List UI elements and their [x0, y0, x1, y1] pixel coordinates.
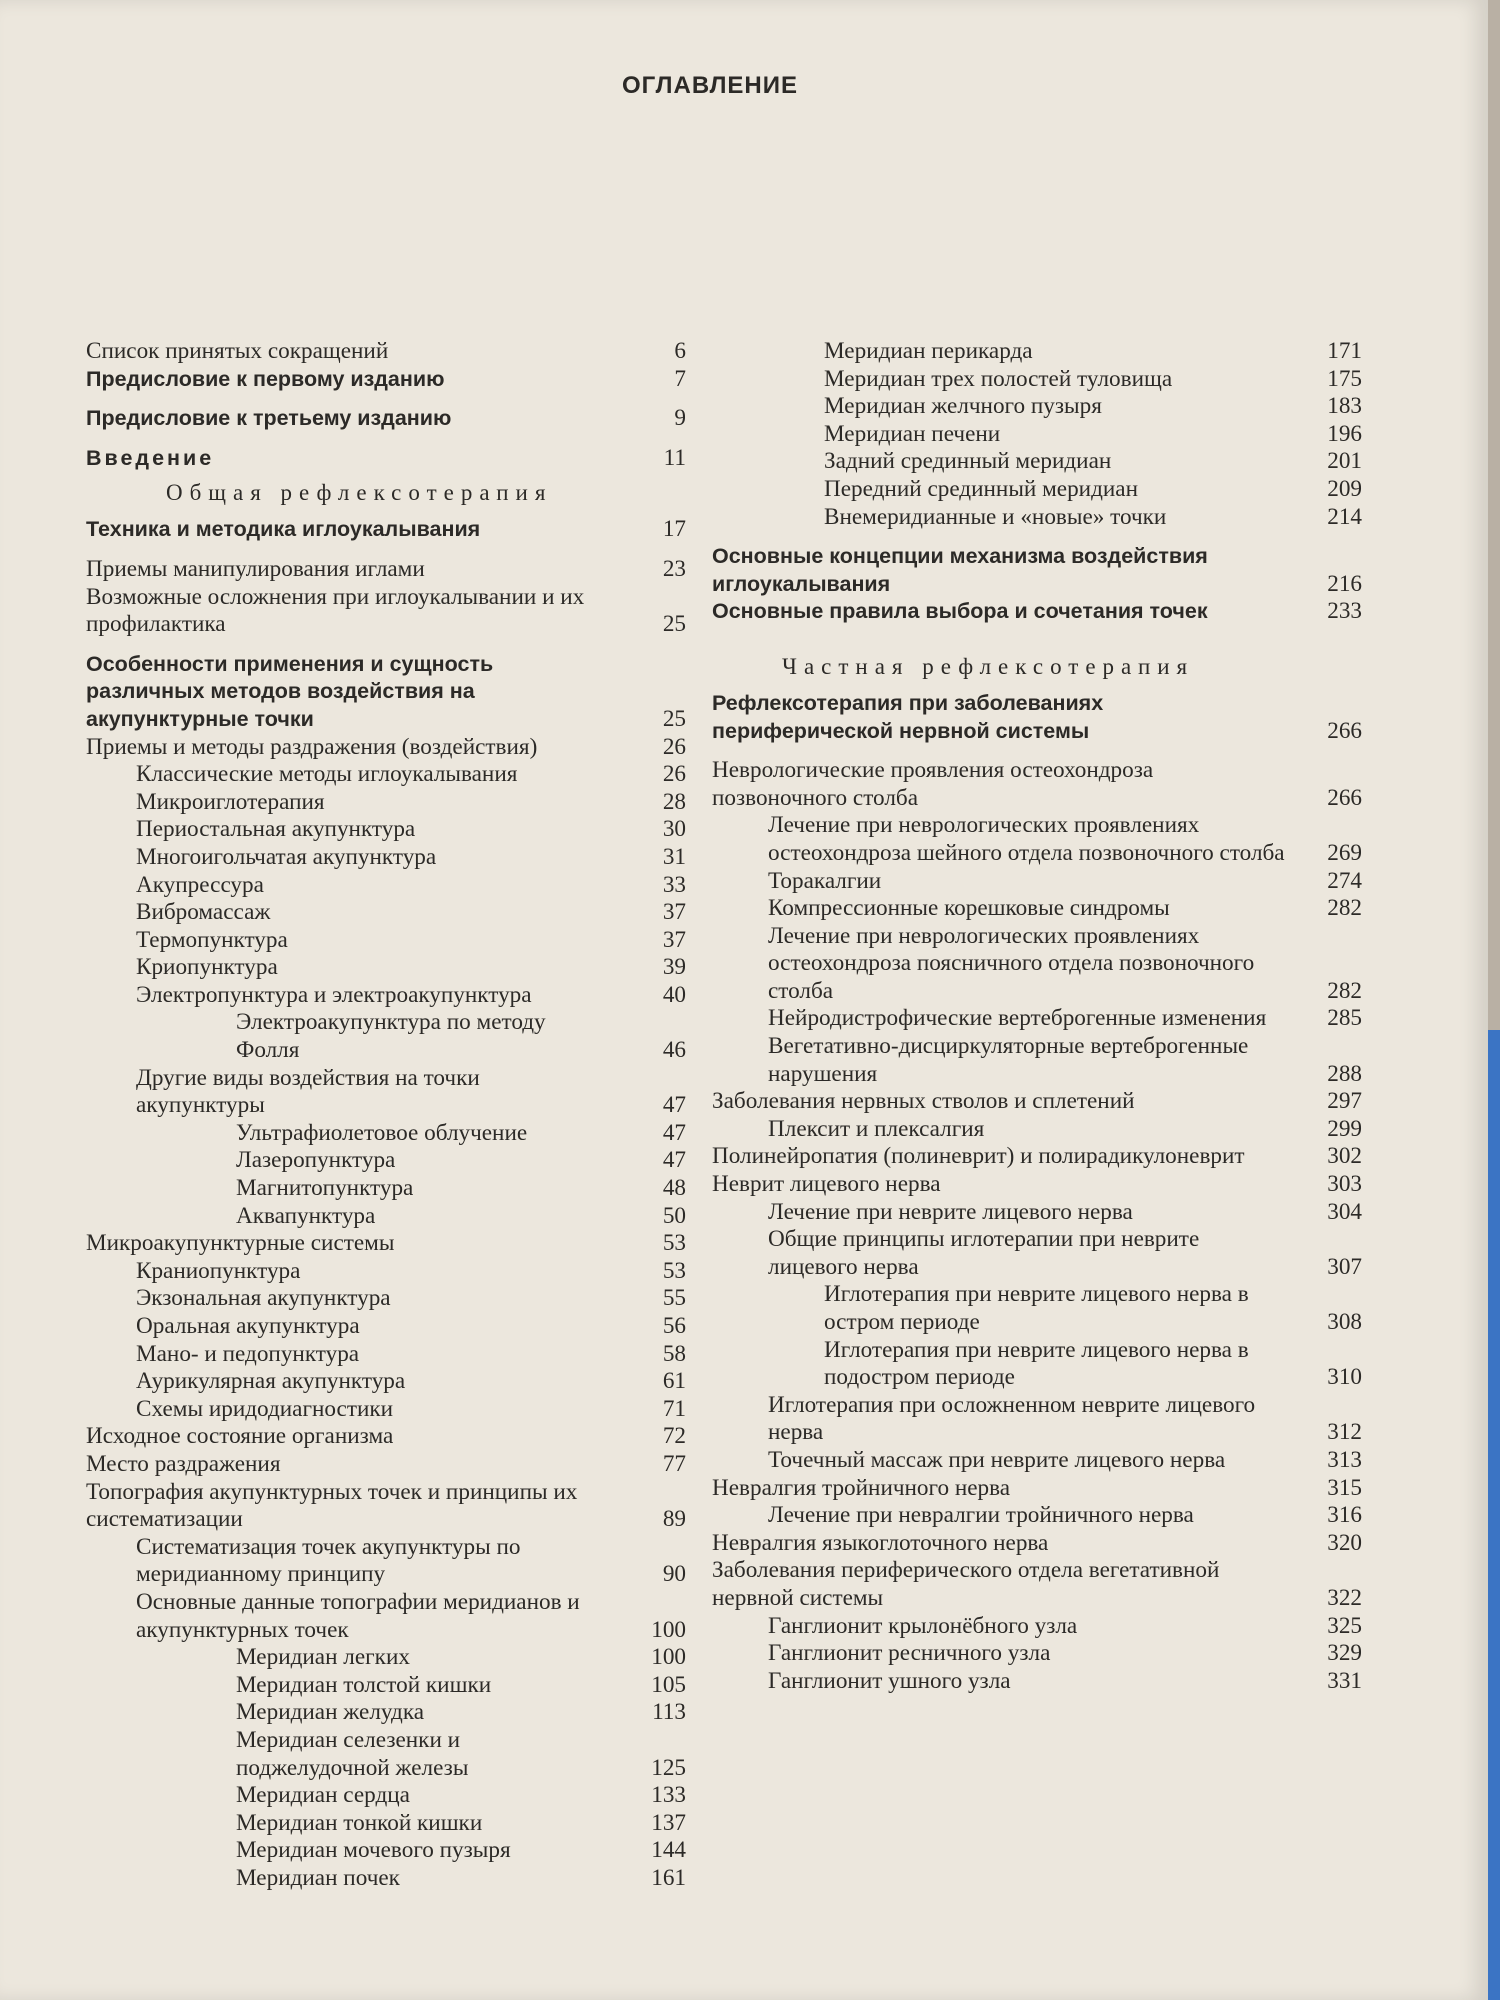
- toc-entry-title: Аквапунктура: [236, 1202, 376, 1229]
- toc-entry: [712, 448, 1362, 476]
- toc-entry-title: Неврит лицевого нерва: [712, 1171, 941, 1198]
- toc-entry-title: Меридиан сердца: [236, 1782, 410, 1809]
- toc-entry: [86, 1285, 686, 1313]
- toc-entry-title: Меридиан трех полостей туловища: [824, 365, 1173, 392]
- toc-entry-page: 61: [662, 1368, 686, 1395]
- toc-entry-page: 196: [1327, 420, 1362, 447]
- toc-entry-page: 329: [1327, 1640, 1362, 1667]
- toc-entry-page: 201: [1327, 448, 1362, 475]
- toc-entry-page: 233: [1327, 598, 1362, 625]
- toc-entry: [712, 1337, 1362, 1392]
- toc-entry: [712, 1226, 1362, 1281]
- toc-entry: [86, 516, 686, 544]
- toc-entry-page: 90: [662, 1561, 686, 1588]
- toc-entry-title: Схемы иридодиагностики: [136, 1395, 394, 1422]
- toc-entry-page: 50: [662, 1202, 686, 1229]
- toc-entry: [712, 1005, 1362, 1033]
- toc-entry-title: Основные данные топографии меридианов и акупунктурных точек: [136, 1588, 580, 1643]
- toc-entry-page: 47: [662, 1147, 686, 1174]
- toc-entry: [86, 1534, 686, 1589]
- toc-entry-page: 137: [651, 1809, 686, 1836]
- toc-entry: [86, 1782, 686, 1810]
- toc-entry: [712, 1392, 1362, 1447]
- toc-entry: [86, 1672, 686, 1700]
- toc-left-column: [86, 338, 686, 1892]
- toc-entry-title: Периостальная акупунктура: [136, 816, 416, 843]
- toc-entry-title: Приемы манипулирования иглами: [86, 555, 425, 582]
- toc-entry-page: 331: [1327, 1667, 1362, 1694]
- toc-entry-title: Общие принципы иглотерапии при неврите лицевого нерва: [768, 1226, 1200, 1280]
- toc-entry-page: 113: [652, 1699, 686, 1726]
- toc-entry: [712, 1143, 1362, 1171]
- toc-entry-title: Аурикулярная акупунктура: [136, 1368, 406, 1395]
- toc-entry: [712, 393, 1362, 421]
- toc-entry: [86, 1120, 686, 1148]
- toc-entry-page: 89: [662, 1506, 686, 1533]
- toc-entry: [712, 543, 1362, 598]
- toc-entry-page: 214: [1327, 503, 1362, 530]
- toc-entry-title: Меридиан легких: [236, 1644, 410, 1671]
- toc-entry-title: Другие виды воздействия на точки акупунктуры: [136, 1064, 480, 1119]
- toc-entry-title: Меридиан толстой кишки: [236, 1671, 492, 1698]
- toc-entry-page: 175: [1327, 365, 1362, 392]
- toc-entry: [86, 899, 686, 927]
- toc-entry-title: Внемеридианные и «новые» точки: [824, 503, 1167, 530]
- toc-entry-page: 100: [651, 1616, 686, 1643]
- toc-entry-title: Место раздражения: [86, 1450, 281, 1477]
- toc-entry-page: 11: [663, 444, 686, 471]
- toc-right-column: [712, 338, 1362, 1695]
- toc-entry: [86, 1423, 686, 1451]
- toc-entry: [86, 338, 686, 366]
- toc-entry-page: 26: [662, 761, 686, 788]
- toc-entry-page: 47: [662, 1119, 686, 1146]
- toc-entry-page: 266: [1327, 784, 1362, 811]
- toc-entry: [86, 1368, 686, 1396]
- toc-entry-page: 28: [662, 788, 686, 815]
- toc-entry-page: 125: [651, 1754, 686, 1781]
- toc-entry-title: Электроакупунктура по методу Фолля: [236, 1009, 546, 1064]
- toc-entry-page: 209: [1327, 475, 1362, 502]
- toc-entry-page: 308: [1327, 1309, 1362, 1335]
- toc-entry: [86, 1837, 686, 1865]
- toc-entry-page: 299: [1327, 1115, 1362, 1142]
- toc-entry-title: Меридиан мочевого пузыря: [236, 1837, 511, 1864]
- toc-entry-page: 310: [1327, 1364, 1362, 1391]
- toc-entry-page: 266: [1327, 717, 1362, 744]
- toc-entry-page: 297: [1327, 1088, 1362, 1115]
- toc-entry: [712, 476, 1362, 504]
- toc-entry: [712, 1640, 1362, 1668]
- toc-entry-title: Рефлексотерапия при заболеваниях периферической нервной системы: [712, 690, 1104, 743]
- toc-entry-page: 37: [662, 899, 686, 926]
- toc-entry: [86, 1727, 686, 1782]
- toc-entry-title: Лечение при неврологических проявлениях остеохондроза поясничного отдела позвоночного столба: [768, 922, 1255, 1004]
- toc-entry: [712, 1171, 1362, 1199]
- section-heading: Частная рефлексотерапия: [782, 653, 1195, 679]
- toc-entry: [86, 954, 686, 982]
- toc-entry: [712, 1033, 1362, 1088]
- toc-entry-page: 322: [1327, 1584, 1362, 1611]
- toc-entry-title: Меридиан печени: [824, 420, 1001, 447]
- toc-entry-title: Полинейропатия (полиневрит) и полирадикулоневрит: [712, 1143, 1245, 1170]
- toc-entry-title: Мано- и педопунктура: [136, 1340, 360, 1367]
- toc-entry-page: 105: [651, 1671, 686, 1698]
- toc-entry: [86, 1810, 686, 1838]
- toc-entry-page: 320: [1327, 1529, 1362, 1556]
- toc-entry: [86, 651, 686, 734]
- toc-entry-page: 269: [1327, 839, 1362, 866]
- toc-entry: [86, 982, 686, 1010]
- toc-entry-title: Техника и методика иглоукалывания: [86, 517, 481, 542]
- toc-entry-page: 100: [651, 1644, 686, 1671]
- toc-entry: [86, 1589, 686, 1644]
- toc-entry-page: 282: [1327, 895, 1362, 922]
- toc-entry: [86, 927, 686, 955]
- toc-entry-title: Невралгия языкоглоточного нерва: [712, 1529, 1049, 1556]
- toc-entry-title: Лечение при неврологических проявлениях остеохондроза шейного отдела позвоночного столба: [768, 812, 1285, 866]
- toc-entry-title: Ганглионит ресничного узла: [768, 1640, 1051, 1667]
- toc-entry-page: 144: [651, 1837, 686, 1864]
- toc-entry-page: 282: [1327, 977, 1362, 1004]
- toc-entry-title: Особенности применения и сущность различных методов воздействия на акупунктурные точки: [86, 651, 494, 731]
- toc-entry: [712, 1530, 1362, 1558]
- toc-entry: [712, 757, 1362, 812]
- toc-entry: [86, 1009, 686, 1064]
- toc-entry-page: 325: [1327, 1612, 1362, 1639]
- toc-entry: [712, 1613, 1362, 1641]
- toc-entry-title: Меридиан тонкой кишки: [236, 1809, 483, 1836]
- toc-entry-title: Торакалгии: [768, 867, 882, 894]
- toc-entry-title: Основные правила выбора и сочетания точек: [712, 599, 1208, 624]
- toc-entry-title: Приемы и методы раздражения (воздействия): [86, 733, 538, 760]
- toc-entry-title: Введение: [86, 445, 215, 470]
- toc-entry: [86, 816, 686, 844]
- toc-entry-page: 71: [662, 1395, 686, 1422]
- toc-entry-title: Термопунктура: [136, 926, 288, 953]
- toc-entry-page: 55: [662, 1285, 686, 1312]
- toc-entry-page: 17: [662, 516, 686, 543]
- toc-entry-title: Лазеропунктура: [236, 1147, 396, 1174]
- toc-entry-title: Неврологические проявления остеохондроза позвоночного столба: [712, 757, 1154, 811]
- toc-entry: [86, 1175, 686, 1203]
- toc-entry: [86, 556, 686, 584]
- toc-entry: [712, 1088, 1362, 1116]
- toc-entry-title: Меридиан селезенки и поджелудочной железы: [236, 1726, 469, 1781]
- toc-entry-title: Меридиан желчного пузыря: [824, 393, 1102, 420]
- toc-entry: [86, 844, 686, 872]
- toc-entry-title: Магнитопунктура: [236, 1175, 414, 1202]
- toc-entry-page: 285: [1327, 1005, 1362, 1032]
- toc-entry-title: Вибромассаж: [136, 899, 271, 926]
- toc-entry: [712, 366, 1362, 394]
- toc-entry: [86, 405, 686, 433]
- toc-entry-page: 183: [1327, 393, 1362, 420]
- toc-entry-page: 53: [662, 1257, 686, 1284]
- toc-entry-page: 26: [662, 733, 686, 760]
- toc-entry-title: Электропунктура и электроакупунктура: [136, 981, 532, 1008]
- toc-entry-title: Меридиан желудка: [236, 1699, 425, 1726]
- toc-entry-page: 316: [1327, 1502, 1362, 1529]
- toc-entry: [86, 1699, 686, 1727]
- toc-entry-title: Вегетативно-дисциркуляторные вертеброгенные нарушения: [768, 1033, 1249, 1087]
- toc-entry-page: 161: [651, 1864, 686, 1891]
- section-heading: Общая рефлексотерапия: [166, 480, 553, 506]
- toc-entry: [86, 1313, 686, 1341]
- toc-entry-page: 48: [662, 1175, 686, 1202]
- toc-entry-page: 47: [662, 1092, 686, 1119]
- toc-entry-page: 23: [662, 555, 686, 582]
- toc-entry-page: 303: [1327, 1171, 1362, 1198]
- toc-entry-page: 56: [662, 1313, 686, 1339]
- toc-entry-title: Невралгия тройничного нерва: [712, 1474, 1011, 1501]
- toc-entry-title: Компрессионные корешковые синдромы: [768, 895, 1170, 922]
- toc-entry-title: Возможные осложнения при иглоукалывании и их профилактика: [86, 583, 585, 638]
- toc-entry-title: Нейродистрофические вертеброгенные изменения: [768, 1005, 1267, 1032]
- toc-entry-title: Заболевания нервных стволов и сплетений: [712, 1088, 1135, 1115]
- toc-entry-page: 53: [662, 1230, 686, 1257]
- toc-entry-page: 37: [662, 926, 686, 953]
- toc-entry: [86, 734, 686, 762]
- toc-entry: [86, 1865, 686, 1893]
- toc-entry-page: 216: [1327, 570, 1362, 597]
- toc-entry: [712, 1668, 1362, 1696]
- toc-entry-title: Плексит и плексалгия: [768, 1115, 985, 1142]
- toc-entry-page: 25: [662, 705, 686, 732]
- toc-entry: [86, 366, 686, 394]
- toc-entry-title: Иглотерапия при неврите лицевого нерва в остром периоде: [824, 1281, 1249, 1335]
- toc-entry-title: Меридиан перикарда: [824, 338, 1033, 364]
- toc-entry-page: 40: [662, 981, 686, 1008]
- toc-entry: [712, 1199, 1362, 1227]
- toc-entry: [86, 1147, 686, 1175]
- toc-entry-page: 31: [662, 843, 686, 870]
- toc-entry: [86, 761, 686, 789]
- toc-entry-page: 312: [1327, 1419, 1362, 1446]
- toc-entry-title: Акупрессура: [136, 871, 264, 898]
- toc-entry-page: 133: [651, 1782, 686, 1809]
- toc-entry-page: 72: [662, 1423, 686, 1450]
- toc-entry: [86, 584, 686, 639]
- toc-entry: [712, 338, 1362, 366]
- toc-entry-title: Лечение при неврите лицевого нерва: [768, 1198, 1133, 1225]
- toc-entry: [86, 1396, 686, 1424]
- toc-entry: [86, 872, 686, 900]
- toc-entry: [712, 421, 1362, 449]
- toc-entry-title: Классические методы иглоукалывания: [136, 761, 518, 788]
- toc-entry-page: 46: [662, 1037, 686, 1064]
- toc-entry-title: Меридиан почек: [236, 1864, 400, 1891]
- toc-entry: [712, 923, 1362, 1006]
- toc-entry-title: Многоигольчатая акупунктура: [136, 843, 437, 870]
- page-title: ОГЛАВЛЕНИЕ: [621, 72, 799, 99]
- toc-entry-page: 274: [1327, 867, 1362, 894]
- toc-entry-page: 288: [1327, 1060, 1362, 1087]
- toc-entry-title: Исходное состояние организма: [86, 1423, 394, 1450]
- toc-entry-page: 307: [1327, 1253, 1362, 1280]
- background-edge: [1488, 1030, 1500, 2000]
- toc-entry-title: Оральная акупунктура: [136, 1313, 360, 1339]
- toc-entry-title: Лечение при невралгии тройничного нерва: [768, 1502, 1194, 1529]
- toc-entry-page: 33: [662, 871, 686, 898]
- toc-entry-title: Иглотерапия при неврите лицевого нерва в подостром периоде: [824, 1336, 1249, 1391]
- toc-entry: [712, 598, 1362, 626]
- toc-entry-title: Криопунктура: [136, 954, 278, 981]
- toc-entry: [86, 1644, 686, 1672]
- toc-entry: [712, 895, 1362, 923]
- toc-entry-title: Топография акупунктурных точек и принципы их систематизации: [86, 1478, 578, 1533]
- toc-entry-title: Экзональная акупунктура: [136, 1285, 391, 1312]
- toc-entry-page: 77: [662, 1450, 686, 1477]
- toc-entry: [712, 1475, 1362, 1503]
- toc-entry-title: Задний срединный меридиан: [824, 448, 1112, 475]
- toc-entry-page: 7: [674, 365, 686, 392]
- toc-entry: [712, 1116, 1362, 1144]
- toc-entry: [712, 812, 1362, 867]
- toc-entry-page: 315: [1327, 1474, 1362, 1501]
- toc-entry: [712, 1502, 1362, 1530]
- toc-entry-title: Микроакупунктурные системы: [86, 1230, 395, 1257]
- toc-entry: [86, 445, 686, 473]
- toc-entry: [712, 1557, 1362, 1612]
- toc-entry-page: 25: [662, 611, 686, 638]
- toc-entry-page: 58: [662, 1340, 686, 1367]
- toc-entry-title: Точечный массаж при неврите лицевого нерва: [768, 1446, 1226, 1473]
- toc-entry-title: Ганглионит ушного узла: [768, 1667, 1011, 1694]
- toc-entry-page: 304: [1327, 1198, 1362, 1225]
- toc-entry: [712, 690, 1362, 745]
- toc-entry: [86, 1065, 686, 1120]
- toc-entry: [712, 1447, 1362, 1475]
- toc-entry-title: Ультрафиолетовое облучение: [236, 1119, 528, 1146]
- toc-entry: [86, 789, 686, 817]
- toc-entry-title: Иглотерапия при осложненном неврите лицевого нерва: [768, 1391, 1256, 1446]
- toc-entry-page: 302: [1327, 1143, 1362, 1170]
- toc-entry-title: Краниопунктура: [136, 1257, 301, 1284]
- toc-entry-page: 39: [662, 954, 686, 981]
- toc-entry: [712, 1281, 1362, 1336]
- toc-entry-page: 9: [674, 405, 686, 432]
- toc-entry: [86, 1451, 686, 1479]
- toc-entry-title: Передний срединный меридиан: [824, 475, 1138, 502]
- toc-entry-title: Систематизация точек акупунктуры по меридианному принципу: [136, 1533, 521, 1588]
- toc-entry: [86, 1203, 686, 1231]
- toc-entry-title: Ганглионит крылонёбного узла: [768, 1612, 1078, 1639]
- toc-entry-title: Микроиглотерапия: [136, 788, 325, 815]
- toc-entry: [712, 504, 1362, 532]
- toc-entry: [86, 1479, 686, 1534]
- toc-entry-page: 6: [674, 338, 686, 364]
- toc-entry: [86, 1230, 686, 1258]
- toc-entry-page: 171: [1327, 338, 1362, 364]
- toc-entry: [86, 1258, 686, 1286]
- toc-entry-title: Заболевания периферического отдела вегетативной нервной системы: [712, 1557, 1220, 1611]
- toc-entry-page: 30: [662, 816, 686, 843]
- toc-entry: [712, 868, 1362, 896]
- toc-entry-title: Предисловие к первому изданию: [86, 366, 445, 391]
- toc-entry-title: Основные концепции механизма воздействия иглоукалывания: [712, 544, 1208, 596]
- toc-entry: [86, 1341, 686, 1369]
- toc-entry-page: 313: [1327, 1446, 1362, 1473]
- toc-entry-title: Предисловие к третьему изданию: [86, 406, 452, 431]
- toc-entry-title: Список принятых сокращений: [86, 338, 389, 364]
